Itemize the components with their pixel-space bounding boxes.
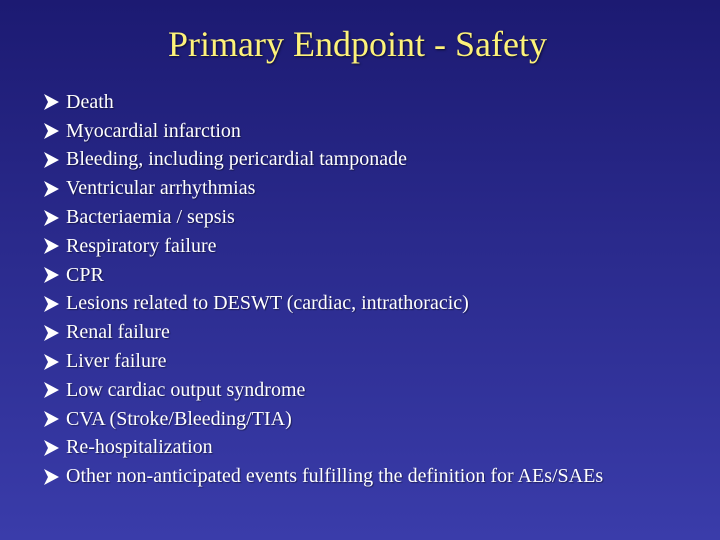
list-item-label: Death (66, 90, 114, 113)
list-item-label: Respiratory failure (66, 234, 217, 257)
list-item-label: Bleeding, including pericardial tamponade (66, 148, 407, 171)
arrow-bullet-icon (44, 93, 66, 111)
arrow-bullet-icon (44, 209, 66, 227)
list-item-label: Myocardial infarction (66, 119, 241, 142)
list-item-label: Liver failure (66, 350, 167, 373)
arrow-bullet-icon (44, 381, 66, 399)
list-item (44, 462, 718, 491)
list-item (44, 261, 718, 290)
list-item-label: Renal failure (66, 321, 170, 344)
list-item-label: Bacteriaemia / sepsis (66, 206, 235, 229)
arrow-bullet-icon (44, 468, 66, 486)
list-item (44, 434, 718, 463)
list-item (44, 290, 718, 319)
list-item (44, 117, 718, 146)
arrow-bullet-icon (44, 439, 66, 457)
arrow-bullet-icon (44, 180, 66, 198)
list-item (44, 318, 718, 347)
list-item (44, 405, 718, 434)
list-item (44, 88, 718, 117)
list-item (44, 232, 718, 261)
list-item-label: Re-hospitalization (66, 436, 213, 459)
list-item (44, 376, 718, 405)
list-item (44, 203, 718, 232)
arrow-bullet-icon (44, 353, 66, 371)
list-item (44, 174, 718, 203)
list-item (44, 146, 718, 175)
arrow-bullet-icon (44, 295, 66, 313)
arrow-bullet-icon (44, 410, 66, 428)
list-item-label: Other non-anticipated events fulfilling the definition for AEs/SAEs (66, 465, 604, 488)
list-item-label: CVA (Stroke/Bleeding/TIA) (66, 407, 292, 430)
safety-endpoint-list (44, 88, 718, 491)
arrow-bullet-icon (44, 324, 66, 342)
arrow-bullet-icon (44, 237, 66, 255)
list-item (44, 347, 718, 376)
slide-title: Primary Endpoint - Safety (168, 24, 547, 64)
arrow-bullet-icon (44, 122, 66, 140)
list-item-label: Lesions related to DESWT (cardiac, intrathoracic) (66, 292, 469, 315)
arrow-bullet-icon (44, 266, 66, 284)
arrow-bullet-icon (44, 151, 66, 169)
list-item-label: Ventricular arrhythmias (66, 177, 256, 200)
list-item-label: Low cardiac output syndrome (66, 378, 306, 401)
list-item-label: CPR (66, 263, 104, 286)
